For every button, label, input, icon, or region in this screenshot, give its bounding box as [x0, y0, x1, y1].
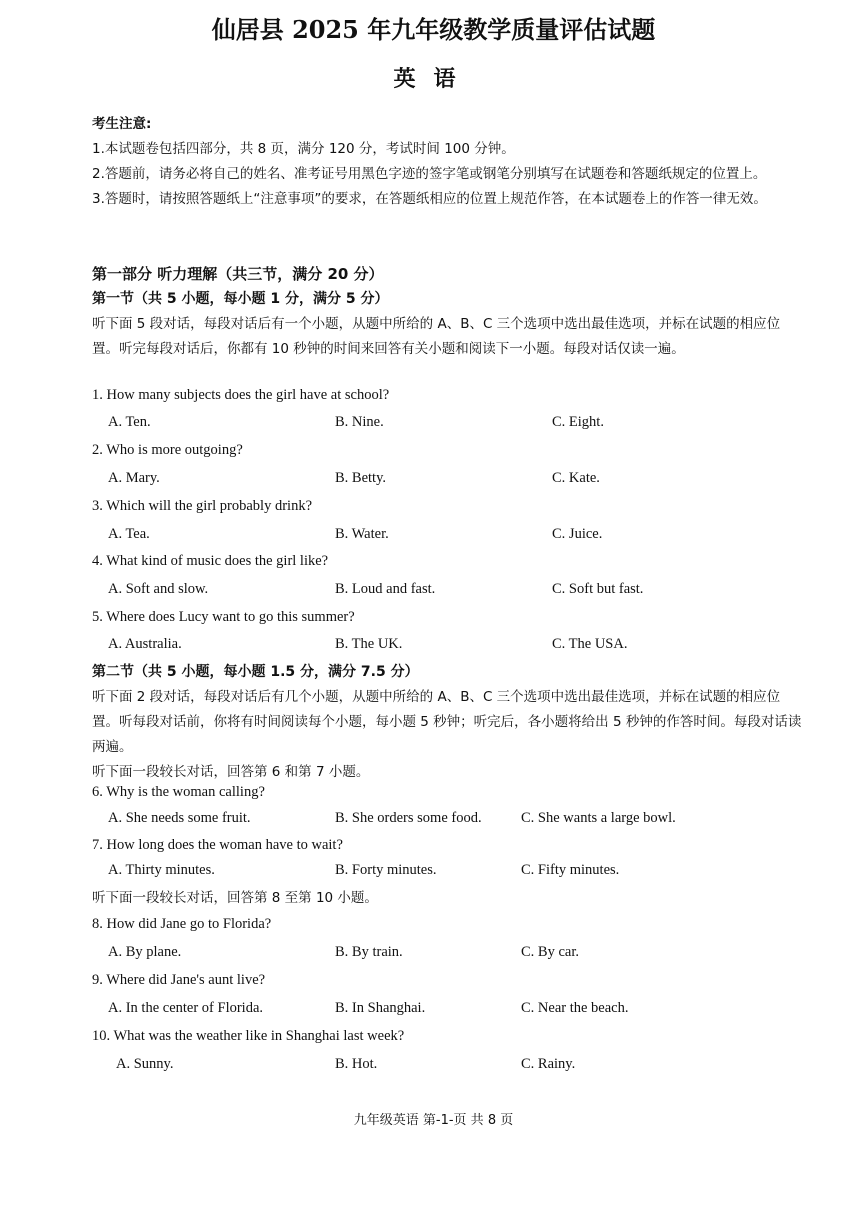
question-2: 2. Who is more outgoing? — [92, 442, 243, 458]
q9-option-b: B. In Shanghai. — [335, 1000, 426, 1016]
q1-option-a: A. Ten. — [108, 414, 151, 430]
q7-option-a: A. Thirty minutes. — [108, 862, 215, 878]
section1-heading: 第一节（共 5 小题，每小题 1 分，满分 5 分） — [92, 291, 389, 307]
question-5: 5. Where does Lucy want to go this summer? — [92, 609, 355, 625]
q8-option-c: C. By car. — [521, 944, 579, 960]
q5-option-c: C. The USA. — [552, 636, 628, 652]
q6-option-c: C. She wants a large bowl. — [521, 810, 676, 826]
q3-option-b: B. Water. — [335, 526, 389, 542]
q5-option-b: B. The UK. — [335, 636, 403, 652]
q7-option-c: C. Fifty minutes. — [521, 862, 620, 878]
q6-option-a: A. She needs some fruit. — [108, 810, 251, 826]
q8-option-b: B. By train. — [335, 944, 403, 960]
candidate-notice — [92, 112, 804, 212]
q2-option-b: B. Betty. — [335, 470, 387, 486]
q10-option-a: A. Sunny. — [116, 1056, 174, 1072]
q1-option-c: C. Eight. — [552, 414, 604, 430]
question-4: 4. What kind of music does the girl like? — [92, 553, 329, 569]
question-3: 3. Which will the girl probably drink? — [92, 498, 313, 514]
q4-option-c: C. Soft but fast. — [552, 581, 644, 597]
dialogue2-intro-block — [92, 886, 804, 911]
notice-item-3: 3.答题时，请按照答题纸上“注意事项”的要求，在答题纸相应的位置上规范作答，在本试题卷上的作答一律无效。 — [92, 191, 767, 207]
notice-item-1: 1.本试题卷包括四部分，共 8 页，满分 120 分，考试时间 100 分钟。 — [92, 141, 515, 157]
dialogue1-intro: 听下面一段较长对话，回答第 6 和第 7 小题。 — [92, 764, 370, 780]
section1-instructions: 听下面 5 段对话，每段对话后有一个小题，从题中所给的 A、B、C 三个选项中选出最佳选项，并标在试题的相应位置。听完每段对话后，你都有 10 秒钟的时间来回答有关小题和阅读下一小题。每段对话仅读一遍。 — [92, 316, 781, 357]
part1-block — [92, 262, 804, 362]
question-6: 6. Why is the woman calling? — [92, 784, 265, 800]
exam-title: 仙居县 2025 年九年级教学质量评估试题 — [211, 15, 656, 44]
q5-option-a: A. Australia. — [108, 636, 182, 652]
q10-option-c: C. Rainy. — [521, 1056, 576, 1072]
question-7: 7. How long does the woman have to wait? — [92, 837, 343, 853]
notice-heading: 考生注意: — [92, 116, 152, 132]
q4-option-a: A. Soft and slow. — [108, 581, 209, 597]
q2-option-a: A. Mary. — [108, 470, 160, 486]
q6-option-b: B. She orders some food. — [335, 810, 482, 826]
section2-heading: 第二节（共 5 小题，每小题 1.5 分，满分 7.5 分） — [92, 664, 419, 680]
q8-option-a: A. By plane. — [108, 944, 182, 960]
q4-option-b: B. Loud and fast. — [335, 581, 436, 597]
q7-option-b: B. Forty minutes. — [335, 862, 437, 878]
question-9: 9. Where did Jane's aunt live? — [92, 972, 266, 988]
q9-option-a: A. In the center of Florida. — [108, 1000, 264, 1016]
q9-option-c: C. Near the beach. — [521, 1000, 629, 1016]
q3-option-c: C. Juice. — [552, 526, 603, 542]
q10-option-b: B. Hot. — [335, 1056, 378, 1072]
page-footer: 九年级英语 第-1-页 共 8 页 — [353, 1113, 514, 1128]
q2-option-c: C. Kate. — [552, 470, 600, 486]
dialogue2-intro: 听下面一段较长对话，回答第 8 至第 10 小题。 — [92, 890, 378, 906]
question-10: 10. What was the weather like in Shanghai last week? — [92, 1028, 405, 1044]
question-1: 1. How many subjects does the girl have at school? — [92, 387, 390, 403]
notice-item-2: 2.答题前，请务必将自己的姓名、准考证号用黑色字迹的签字笔或钢笔分别填写在试题卷和答题纸规定的位置上。 — [92, 166, 767, 182]
section2-block — [92, 660, 804, 785]
q3-option-a: A. Tea. — [108, 526, 150, 542]
section2-instructions: 听下面 2 段对话，每段对话后有几个小题，从题中所给的 A、B、C 三个选项中选出最佳选项，并标在试题的相应位置。听每段对话前，你将有时间阅读每个小题，每小题 5 秒钟；听完后，各小题将给出 5 秒钟的作答时间。每段对话读两遍。 — [92, 689, 802, 755]
part1-heading: 第一部分 听力理解（共三节，满分 20 分） — [92, 265, 384, 283]
question-8: 8. How did Jane go to Florida? — [92, 916, 272, 932]
q1-option-b: B. Nine. — [335, 414, 384, 430]
exam-subject: 英语 — [393, 66, 474, 92]
